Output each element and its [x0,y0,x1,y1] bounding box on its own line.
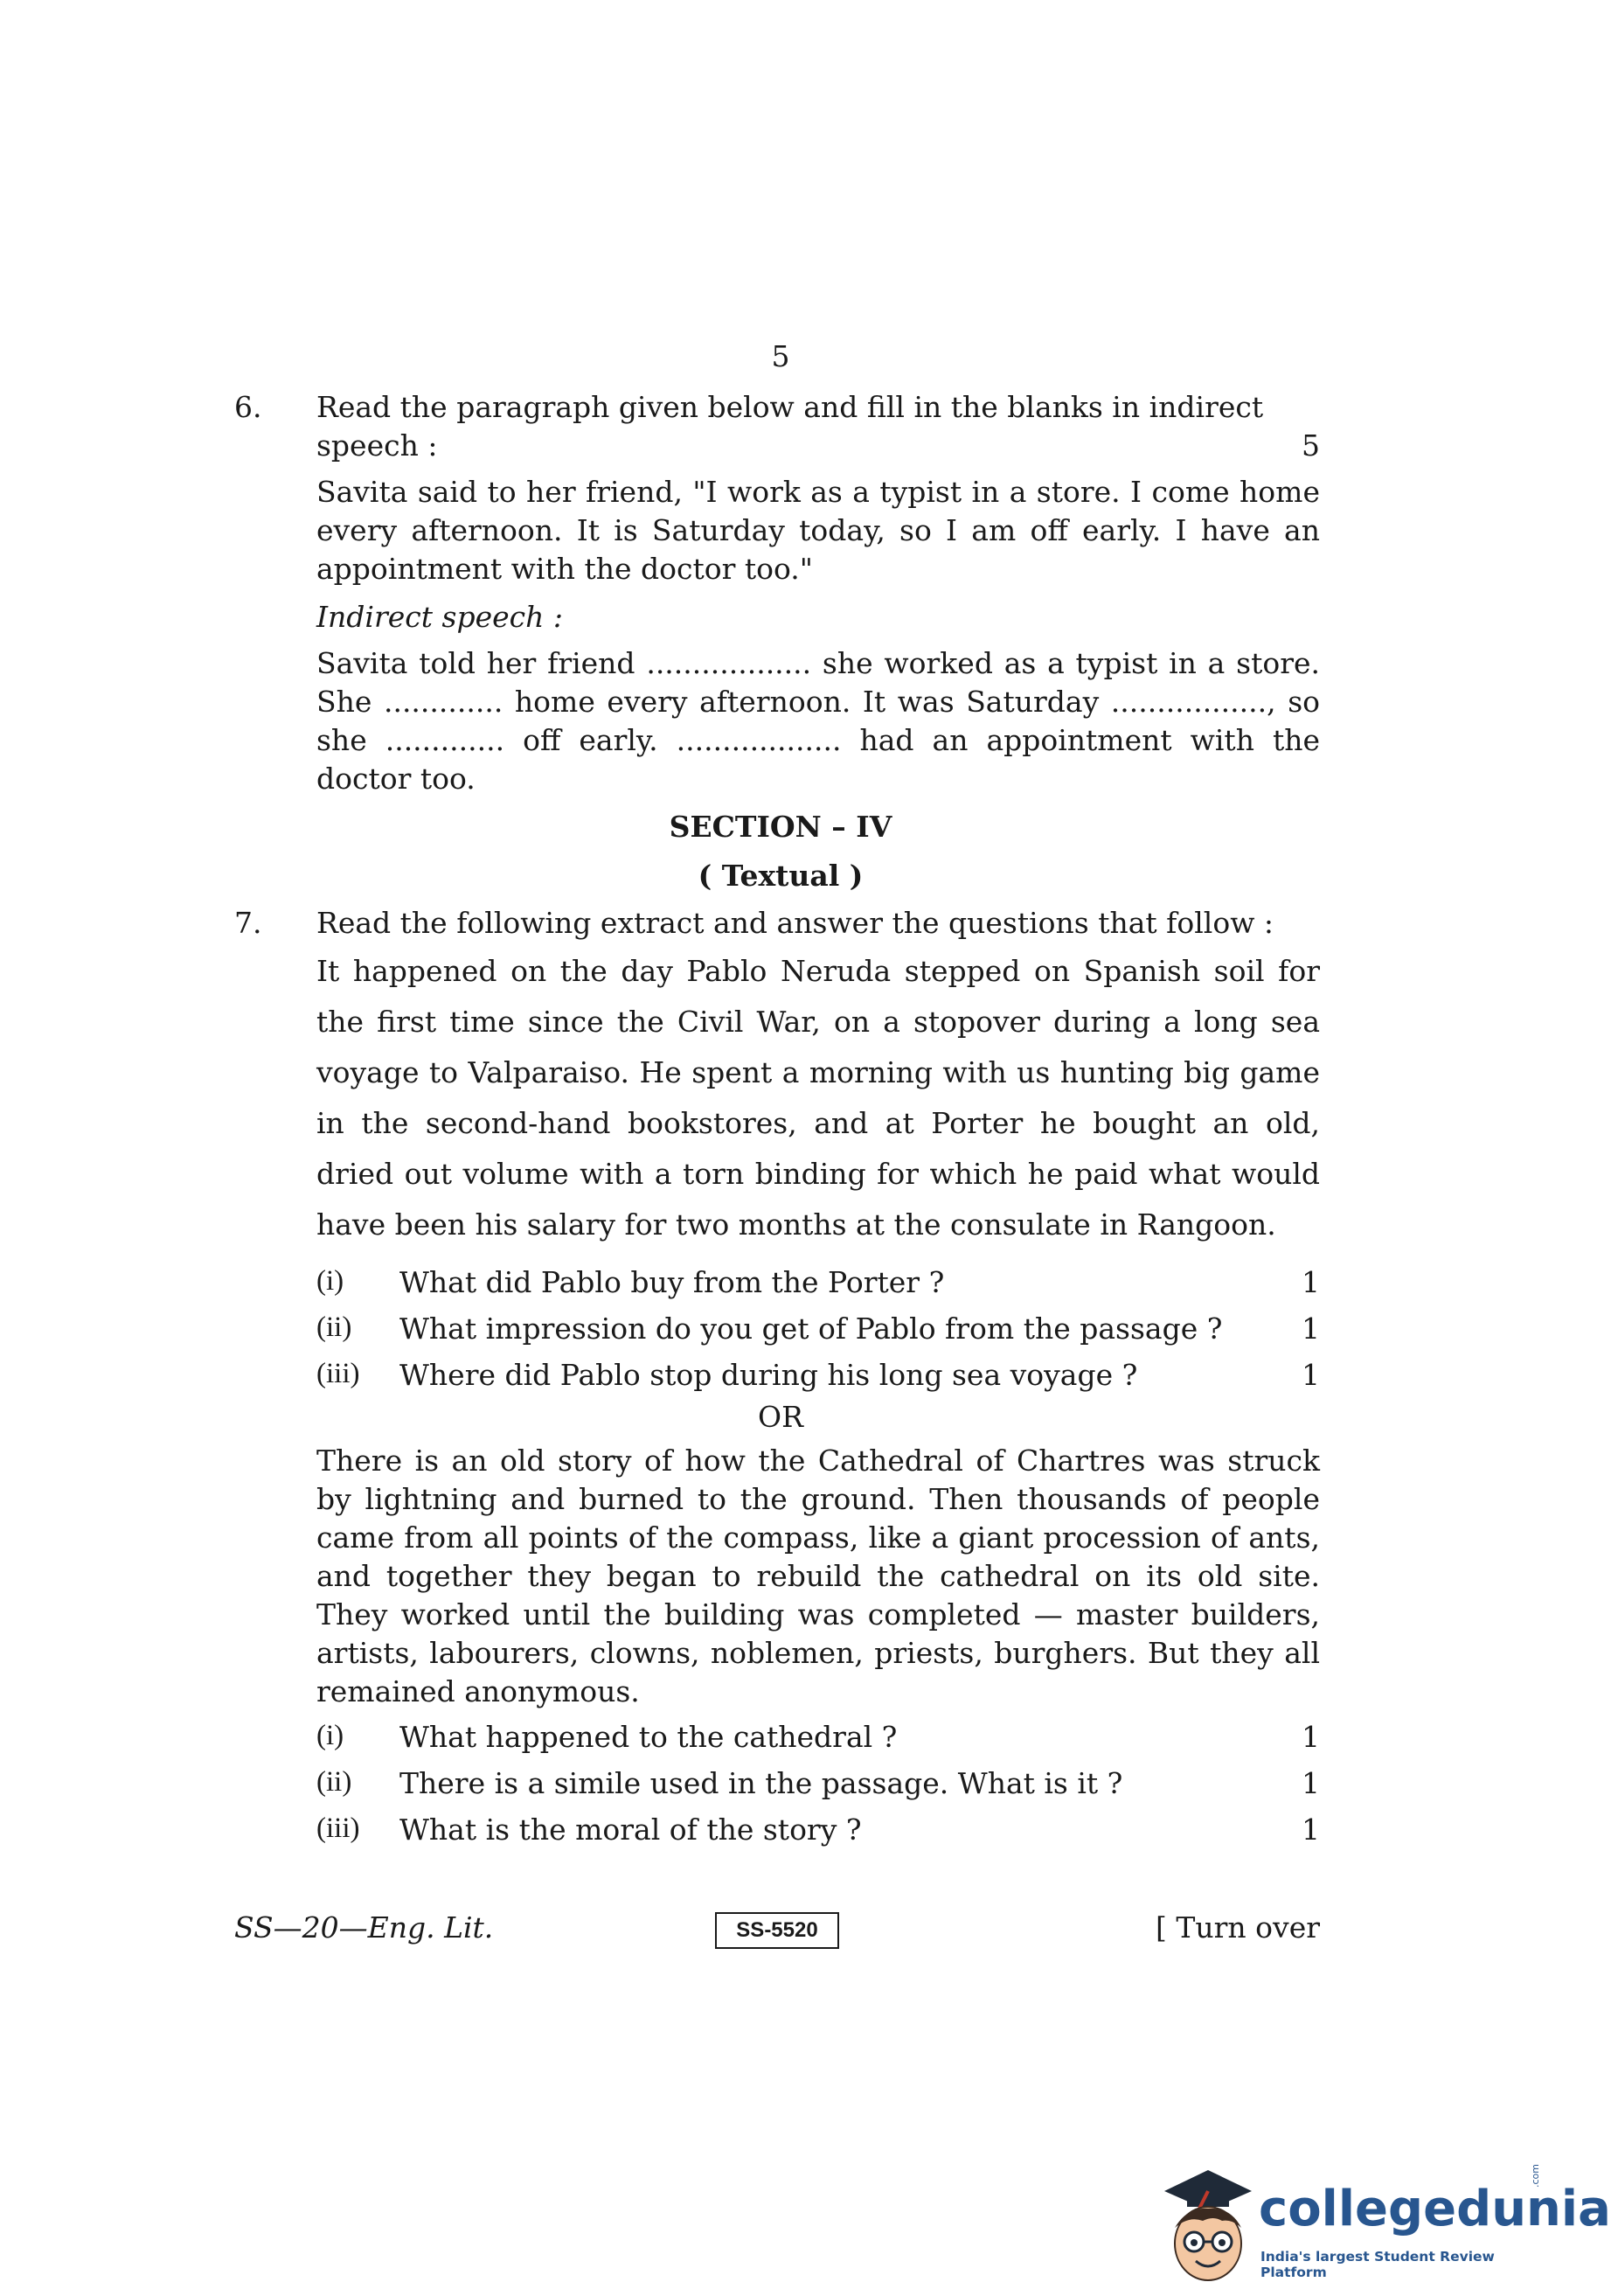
question-7-passage: It happened on the day Pablo Neruda stepped on Spanish soil for the first time since the Civil War, on a stopover during a long sea voyage to Valparaiso. He spent a morning with us hunting big game in the second-hand bookstores, and at Porter he bought an old, dried out volume with a torn binding for which he paid what would have been his salary for two months at the consulate in Rangoon. [316,954,1320,1242]
paper-code-box: SS-5520 [715,1912,839,1949]
turn-over-label: [ Turn over [1156,1910,1320,1945]
question-6-instruction-cont: speech : [316,428,438,463]
section-title: SECTION – IV [669,810,892,844]
collegedunia-logo [1152,2158,1611,2289]
question-7-alt-sub-3 [316,1812,1320,1851]
sub-question-text: What is the moral of the story ? [399,1812,862,1847]
sub-question-text: Where did Pablo stop during his long sea voyage ? [399,1358,1138,1392]
sub-question-text: There is a simile used in the passage. What is it ? [399,1766,1123,1800]
sub-question-number: (iii) [316,1358,360,1389]
sub-question-text: What happened to the cathedral ? [399,1720,898,1754]
paper-code-label: SS—20—Eng. Lit. [234,1910,494,1945]
question-6-passage: Savita said to her friend, "I work as a typist in a store. I come home every afternoon. It is Saturday today, so I am off early. I have an appointment with the doctor too." [316,475,1320,586]
indirect-speech-text: Savita told her friend .................. she worked as a typist in a store. She ............. home every afternoon. It was Saturday ................., so she ............. off early. .................. had an appointment with the doctor too. [316,646,1320,796]
question-7-sub-1 [316,1265,1320,1304]
question-7-sub-2 [316,1312,1320,1350]
question-6-instruction-line2 [316,427,1320,465]
question-6-instruction-line1: Read the paragraph given below and fill in the blanks in indirect [316,390,1264,424]
mascot-icon [1152,2158,1257,2289]
question-6-number: 6. [234,390,262,424]
sub-question-number: (i) [316,1265,344,1297]
sub-question-marks: 1 [1302,1265,1320,1299]
sub-question-number: (ii) [316,1766,352,1798]
sub-question-text: What did Pablo buy from the Porter ? [399,1265,945,1299]
sub-question-number: (iii) [316,1812,360,1844]
sub-question-marks: 1 [1302,1312,1320,1346]
question-7-sub-3 [316,1358,1320,1396]
question-7-alt-sub-1 [316,1720,1320,1758]
logo-tagline: India's largest Student Review Platform [1260,2249,1495,2280]
sub-question-marks: 1 [1302,1766,1320,1800]
indirect-speech-label: Indirect speech : [316,600,563,634]
question-7-alt-passage: There is an old story of how the Cathedral of Chartres was struck by lightning and burned to the ground. Then thousands of people came from all points of the compass, like a giant procession of ants, and together they began to rebuild the cathedral on its old site. They worked until the building was completed — master builders, artists, labourers, clowns, noblemen, priests, burghers. But they all remained anonymous. [316,1444,1320,1708]
sub-question-number: (i) [316,1720,344,1751]
sub-question-marks: 1 [1302,1812,1320,1847]
sub-question-text: What impression do you get of Pablo from the passage ? [399,1312,1223,1346]
question-7-alt-sub-2 [316,1766,1320,1805]
question-7-number: 7. [234,906,262,940]
section-subtitle: ( Textual ) [698,859,864,893]
question-6-marks: 5 [1302,428,1320,463]
or-separator: OR [758,1400,803,1434]
page-number: 5 [771,339,790,373]
sub-question-number: (ii) [316,1312,352,1343]
sub-question-marks: 1 [1302,1358,1320,1392]
sub-question-marks: 1 [1302,1720,1320,1754]
question-7-instruction: Read the following extract and answer the questions that follow : [316,906,1274,940]
logo-name: collegedunia [1259,2181,1611,2237]
logo-domain-suffix: .com [1530,2164,1541,2188]
question-6-instruction [316,388,1320,465]
